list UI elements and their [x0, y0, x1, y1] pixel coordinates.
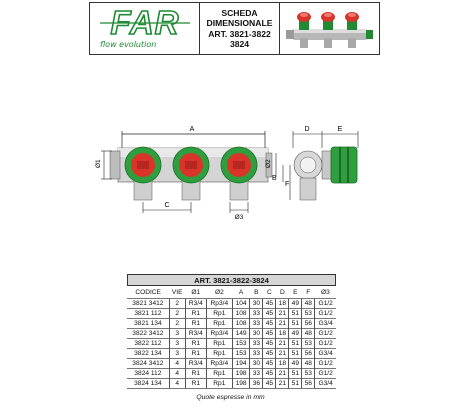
- table-cell: R1: [185, 378, 206, 388]
- table-cell: 45: [263, 368, 276, 378]
- table-cell: 153: [232, 348, 250, 358]
- table-row: [127, 378, 336, 388]
- table-cell: 30: [250, 358, 263, 368]
- table-cell: R1: [185, 308, 206, 318]
- header-box: [89, 2, 380, 55]
- column-header: B: [254, 288, 259, 296]
- table-cell: 51: [289, 378, 302, 388]
- table-cell: 3821 134: [127, 318, 169, 328]
- dimension-table-grid: [127, 287, 336, 389]
- table-cell: G3/4: [315, 348, 336, 358]
- side-view: [285, 126, 358, 200]
- table-cell: 33: [250, 318, 263, 328]
- table-cell: 49: [289, 328, 302, 338]
- column-header: Ø3: [321, 288, 330, 296]
- table-cell: 51: [289, 308, 302, 318]
- table-cell: Rp1: [206, 378, 232, 388]
- table-cell: G3/4: [315, 378, 336, 388]
- table-cell: 3: [169, 328, 185, 338]
- table-row: [127, 358, 336, 368]
- table-cell: 18: [276, 358, 289, 368]
- table-cell: 48: [302, 298, 315, 308]
- column-header: A: [238, 288, 244, 296]
- table-cell: 3822 112: [127, 338, 169, 348]
- table-cell: G3/4: [315, 318, 336, 328]
- table-cell: 108: [232, 308, 250, 318]
- units-note: Quote espresse in mm: [196, 394, 265, 401]
- table-cell: 3822 3412: [127, 328, 169, 338]
- table-cell: 56: [302, 348, 315, 358]
- table-cell: R1: [185, 348, 206, 358]
- table-cell: 21: [276, 368, 289, 378]
- table-row: [127, 348, 336, 358]
- table-cell: 36: [250, 378, 263, 388]
- dimension-table: [127, 274, 336, 389]
- table-cell: 49: [289, 358, 302, 368]
- logo-cell: [90, 3, 200, 54]
- table-cell: 3821 112: [127, 308, 169, 318]
- column-header: F: [306, 288, 311, 296]
- table-cell: 45: [263, 328, 276, 338]
- table-cell: 4: [169, 368, 185, 378]
- title-line-3: ART. 3821-3822: [208, 28, 271, 39]
- table-cell: 4: [169, 358, 185, 368]
- table-cell: Rp3/4: [206, 358, 232, 368]
- table-cell: 30: [250, 328, 263, 338]
- column-header: CODICE: [135, 288, 161, 296]
- logo-text: FAR: [110, 7, 180, 37]
- table-cell: G1/2: [315, 298, 336, 308]
- dim-b-label: B: [272, 175, 277, 182]
- title-line-4: 3824: [229, 39, 250, 49]
- table-cell: 51: [289, 338, 302, 348]
- table-cell: 53: [302, 368, 315, 378]
- table-cell: 45: [263, 358, 276, 368]
- table-cell: 198: [232, 378, 250, 388]
- table-cell: 49: [289, 298, 302, 308]
- table-cell: 3821 3412: [127, 298, 169, 308]
- table-cell: 45: [263, 348, 276, 358]
- table-row: [127, 328, 336, 338]
- table-cell: 45: [263, 378, 276, 388]
- valve-heads: [125, 147, 257, 183]
- far-logo: [96, 7, 194, 37]
- table-cell: 3824 134: [127, 378, 169, 388]
- table-cell: 30: [250, 298, 263, 308]
- table-cell: 48: [302, 358, 315, 368]
- dim-d-label: D: [304, 126, 310, 133]
- table-cell: 51: [289, 368, 302, 378]
- column-header: D: [279, 288, 285, 296]
- column-header: Ø2: [214, 288, 224, 296]
- table-row: [127, 368, 336, 378]
- table-cell: Rp1: [206, 308, 232, 318]
- table-cell: 108: [232, 318, 250, 328]
- table-cell: R1: [185, 338, 206, 348]
- table-cell: 21: [276, 338, 289, 348]
- technical-drawing: [90, 120, 380, 220]
- table-cell: 104: [232, 298, 250, 308]
- table-cell: G1/2: [315, 358, 336, 368]
- table-cell: 45: [263, 318, 276, 328]
- table-cell: G1/2: [315, 308, 336, 318]
- table-cell: Rp1: [206, 318, 232, 328]
- table-cell: R1: [185, 318, 206, 328]
- dim-o2-label: Ø2: [265, 159, 272, 168]
- logo-tagline: flow evolution: [100, 40, 157, 49]
- table-cell: 53: [302, 308, 315, 318]
- dim-a-label: A: [189, 126, 195, 133]
- table-cell: R3/4: [185, 298, 206, 308]
- table-cell: Rp3/4: [206, 328, 232, 338]
- table-cell: 21: [276, 378, 289, 388]
- table-cell: R3/4: [185, 358, 206, 368]
- table-cell: 198: [232, 368, 250, 378]
- table-cell: Rp1: [206, 338, 232, 348]
- table-cell: 4: [169, 378, 185, 388]
- product-photo: [280, 3, 379, 54]
- dim-c-label: C: [164, 202, 170, 209]
- table-cell: 18: [276, 298, 289, 308]
- table-cell: G1/2: [315, 328, 336, 338]
- table-row: [127, 298, 336, 308]
- column-header: C: [266, 288, 272, 296]
- table-cell: 33: [250, 338, 263, 348]
- table-cell: 45: [263, 298, 276, 308]
- title-line-2: DIMENSIONALE: [206, 18, 273, 28]
- table-cell: 3824 112: [127, 368, 169, 378]
- table-cell: 194: [232, 358, 250, 368]
- table-cell: 45: [263, 338, 276, 348]
- table-cell: 56: [302, 318, 315, 328]
- dim-o1-label: Ø1: [95, 159, 102, 168]
- table-cell: 21: [276, 308, 289, 318]
- dim-f-label: F: [285, 181, 290, 188]
- title-cell: [200, 3, 280, 54]
- manifold-photo-image: [280, 3, 379, 54]
- table-cell: G1/2: [315, 338, 336, 348]
- table-cell: 149: [232, 328, 250, 338]
- table-cell: 33: [250, 348, 263, 358]
- table-cell: 2: [169, 298, 185, 308]
- table-cell: 2: [169, 318, 185, 328]
- table-cell: 2: [169, 308, 185, 318]
- table-cell: 53: [302, 338, 315, 348]
- column-header: E: [293, 288, 298, 296]
- table-cell: 33: [250, 308, 263, 318]
- title-line-1: SCHEDA: [221, 7, 258, 18]
- table-body: [127, 298, 336, 388]
- table-header-row: [127, 287, 336, 298]
- table-cell: Rp1: [206, 348, 232, 358]
- table-cell: 3: [169, 348, 185, 358]
- table-cell: 51: [289, 348, 302, 358]
- table-row: [127, 338, 336, 348]
- dim-o3-label: Ø3: [234, 214, 244, 220]
- table-cell: 3824 3412: [127, 358, 169, 368]
- column-header: VIE: [171, 288, 183, 296]
- table-cell: Rp3/4: [206, 298, 232, 308]
- table-cell: 3822 134: [127, 348, 169, 358]
- table-cell: Rp1: [206, 368, 232, 378]
- table-cell: 48: [302, 328, 315, 338]
- table-cell: R1: [185, 368, 206, 378]
- table-cell: 21: [276, 318, 289, 328]
- table-cell: 3: [169, 338, 185, 348]
- table-row: [127, 308, 336, 318]
- table-cell: G1/2: [315, 368, 336, 378]
- table-cell: 18: [276, 328, 289, 338]
- table-cell: 45: [263, 308, 276, 318]
- table-cell: 153: [232, 338, 250, 348]
- table-cell: 21: [276, 348, 289, 358]
- table-row: [127, 318, 336, 328]
- table-title: ART. 3821-3822-3824: [127, 274, 336, 286]
- table-cell: 33: [250, 368, 263, 378]
- table-cell: 51: [289, 318, 302, 328]
- column-header: Ø1: [191, 288, 201, 296]
- table-cell: 56: [302, 378, 315, 388]
- table-cell: R3/4: [185, 328, 206, 338]
- dim-e-label: E: [337, 126, 343, 133]
